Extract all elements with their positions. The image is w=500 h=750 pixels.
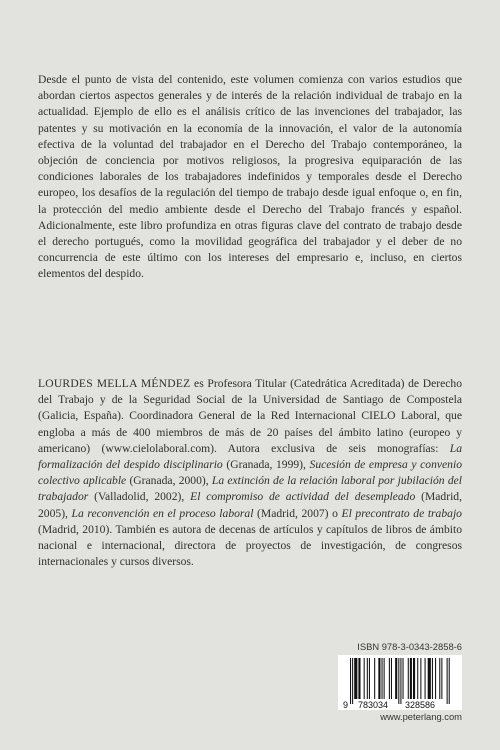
work-detail: (Madrid, 2007) o [253, 506, 342, 520]
work-title: El compromiso de actividad del desempleado [190, 490, 416, 504]
barcode-bar [367, 658, 368, 699]
barcode-bar [447, 658, 448, 704]
isbn-barcode [338, 655, 462, 710]
barcode-bar [378, 658, 380, 699]
barcode-bar [420, 658, 421, 699]
description-text: Desde el punto de vista del contenido, este volumen comienza con varios estudios que abordan ciertos aspectos generales y de interés de la relación individual de trabajo en la actualidad. Ejemplo de ello es el análisis crítico de las invenciones del trabajador, las patentes y su motivación en la economía de la innovación, el valor de la autonomía efectiva de la voluntad del trabajador en el Derecho del Trabajo contemporáneo, la objeción de conciencia por motivos religiosos, la progresiva equiparación de las condiciones laborales de los trabajadores indefinidos y temporales desde el Derecho europeo, los desafíos de la regulación del tiempo de trabajo desde igual enfoque o, en fin, la protección del medio ambiente desde el Derecho del Trabajo francés y español. Adicionalmente, este libro profundiza en otras figuras clave del contrato de trabajo desde el derecho portugués, como la movilidad geográfica del trabajador y el deber de no concurrencia de este último con los intereses del empresario e, incluso, en ciertos elementos del despido. [38, 73, 462, 281]
barcode-bar [410, 658, 412, 699]
barcode-bar [374, 658, 375, 699]
isbn-label: ISBN 978-3-0343-2858-6 [357, 641, 462, 652]
barcode-bar [449, 658, 450, 704]
bio-outro: También es autora de decenas de artículos y capítulos de libros de ámbito nacional e internacional, directora de proyectos de investigación, de congresos internacionales y cursos diversos. [38, 522, 462, 569]
work-detail: (Valladolid, 2002), [88, 490, 191, 504]
work-title: La extinción de la relación laboral por jubilación del trabajador [38, 474, 462, 504]
barcode-bar [428, 658, 431, 699]
barcode-bar [369, 658, 370, 699]
barcode-bar [400, 658, 401, 704]
back-cover-description [38, 72, 462, 283]
barcode-bar [358, 658, 360, 699]
work-title: La formalización del despido disciplinario [38, 441, 462, 472]
barcode-bar [413, 658, 415, 699]
work-detail: (Granada, 2000), [126, 474, 212, 488]
barcode-bars [350, 658, 450, 704]
barcode-bar [391, 658, 392, 699]
barcode-bar [389, 658, 390, 699]
barcode-digit-first: 9 [343, 700, 349, 710]
barcode-bar [354, 658, 357, 699]
work-title: El precontrato de trabajo [341, 506, 462, 520]
barcode-digits-left: 783034 [357, 700, 389, 710]
barcode-bar [364, 658, 365, 699]
barcode-bar [417, 658, 418, 699]
barcode-bar [395, 658, 397, 699]
barcode-bar [408, 658, 409, 699]
barcode-bar [384, 658, 385, 699]
publisher-url: www.peterlang.com [380, 711, 462, 722]
barcode-bar [435, 658, 436, 699]
work-detail: (Madrid, 2010). [38, 522, 116, 536]
barcode-bar [441, 658, 442, 699]
barcode-box [338, 655, 462, 710]
work-detail: (Granada, 1999), [222, 458, 310, 472]
barcode-bar [352, 658, 353, 704]
barcode-bar [382, 658, 383, 699]
barcode-bar [425, 658, 426, 699]
work-title: Sucesión de empresa y convenio colectivo aplicable [38, 458, 462, 488]
barcode-digits-right: 328586 [404, 700, 436, 710]
barcode-bar [398, 658, 399, 704]
barcode-bar [439, 658, 440, 699]
barcode-bar [432, 658, 433, 699]
author-name: LOURDES MELLA MÉNDEZ [38, 377, 191, 390]
bio-intro: es Profesora Titular (Catedrática Acreditada) de Derecho del Trabajo y de la Seguridad Social de la Universidad de Santiago de Compostela (Galicia, España). Coordinadora General de la Red Internacional CIELO Laboral, que engloba a más de 400 miembros de más de 20 países del ámbito latino (europeo y americano) (www.cielolaboral.com). Autora exclusiva de seis monografías: [38, 377, 462, 455]
barcode-bar [350, 658, 351, 704]
author-biography [38, 376, 462, 570]
barcode-bar [403, 658, 404, 699]
work-detail: (Madrid, 2005), [38, 490, 463, 520]
barcode-block [338, 641, 462, 724]
work-title: La reconvención en el proceso laboral [71, 506, 254, 520]
